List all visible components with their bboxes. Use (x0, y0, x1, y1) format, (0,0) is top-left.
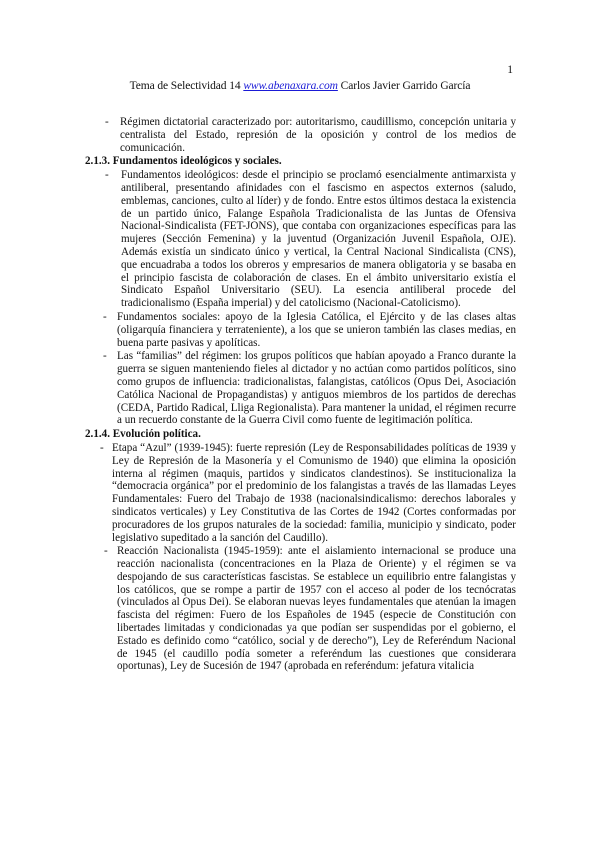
running-header (0, 80, 600, 92)
page-number: 1 (507, 64, 513, 76)
header-prefix: Tema de Selectividad 14 (129, 80, 241, 92)
header-website-link[interactable]: www.abenaxara.com (243, 80, 338, 92)
list-item (84, 545, 516, 673)
list-item (84, 311, 516, 349)
item-text: Etapa “Azul” (1939-1945): fuerte represión (Ley de Responsabilidades políticas de 1939 y Ley de Represión de la Masonería y el Comunismo de 1940) que elimina la oposición interna al régimen (maquis, partidos y sindicatos clandestinos). Se institucionaliza la “democracia orgánica” por el predominio de los falangistas a través de las llamadas Leyes Fundamentales: Fuero del Trabajo de 1938 (nacionalsindicalismo: derechos laborales y sindicatos verticales) y Ley Constitutiva de las Cortes de 1942 (Cortes conformadas por procuradores de los grupos naturales de la sociedad: familia, municipio y sindicato, poder legislativo supeditado a la sanción del Caudillo). (112, 441, 516, 544)
section-heading: 2.1.4. Evolución política. (85, 428, 201, 441)
item-text: Régimen dictatorial caracterizado por: autoritarismo, caudillismo, concepción unitaria y centralista del Estado, represión de la oposición y control de los medios de comunicación. (120, 116, 516, 154)
list-item (84, 442, 516, 544)
item-text: Reacción Nacionalista (1945-1959): ante el aislamiento internacional se produce una reacción nacionalista (concentraciones en la Plaza de Oriente) y el régimen se va despojando de sus características fascistas. Se establece un equilibrio entre falangistas y los católicos, que se rompe a partir de 1957 con el acceso al poder de los tecnócratas (vinculados al Opus Dei). Se elaboran nuevas leyes fundamentales que atenúan la imagen fascista del régimen: Fuero de los Españoles de 1945 (especie de Constitución con libertades limitadas y condicionadas ya que podían ser suspendidas por el gobierno, el Estado es definido como “católico, social y de derecho”), Ley de Referéndum Nacional de 1945 (el caudillo podía someter a referéndum las cuestiones que considerara oportunas), Ley de Sucesión de 1947 (aprobada en referéndum: jefatura vitalicia (117, 545, 516, 673)
list-item (84, 116, 516, 154)
bullet-dash: - (100, 441, 104, 454)
section-heading: 2.1.3. Fundamentos ideológicos y sociales. (85, 155, 282, 168)
bullet-dash: - (104, 545, 108, 558)
bullet-dash: - (105, 169, 109, 182)
list-item (84, 169, 516, 310)
item-text: Fundamentos sociales: apoyo de la Iglesia Católica, el Ejército y de las clases altas (oligarquía financiera y terrateniente), a los que se unieron también las clases medias, en buena parte pasivas y apolíticas. (117, 310, 516, 349)
bullet-dash: - (103, 350, 107, 363)
list-item (84, 350, 516, 427)
item-text: Las “familias” del régimen: los grupos políticos que habían apoyado a Franco durante la guerra se siguen manteniendo fieles al dictador y no actúan como partidos políticos, sino como grupos de influencia: tradicionalistas, falangistas, católicos (Opus Dei, Asociación Católica Nacional de Propagandistas) y antiguos miembros de los partidos de derechas (CEDA, Partido Radical, Lliga Regionalista). Para mantener la unidad, el régimen recurre a un recuerdo constante de la Guerra Civil como fuente de legitimación política. (117, 350, 516, 427)
bullet-dash: - (103, 310, 107, 323)
bullet-dash: - (105, 116, 109, 128)
document-body (84, 116, 516, 673)
item-text: Fundamentos ideológicos: desde el principio se proclamó esencialmente antimarxista y antiliberal, presentando afinidades con el fascismo en aspectos externos (saludo, emblemas, canciones, culto al líder) y de fondo. Entre estos últimos destaca la existencia de un partido único, Falange Española Tradicionalista de las Juntas de Ofensiva Nacional-Sindicalista (FET-JONS), que contaba con organizaciones específicas para las mujeres (Sección Femenina) y la juventud (Organización Juvenil Española, OJE). Además existía un sindicato único y vertical, la Central Nacional Sindicalista (CNS), que encuadraba a todos los obreros y empresarios de manera obligatoria y se basaba en el principio fascista de colaboración de clases. En el ámbito universitario existía el Sindicato Español Universitario (SEU). La esencia antiliberal procede del tradicionalismo (España imperial) y del catolicismo (Nacional-Catolicismo). (121, 169, 516, 310)
header-author: Carlos Javier Garrido García (340, 80, 471, 92)
